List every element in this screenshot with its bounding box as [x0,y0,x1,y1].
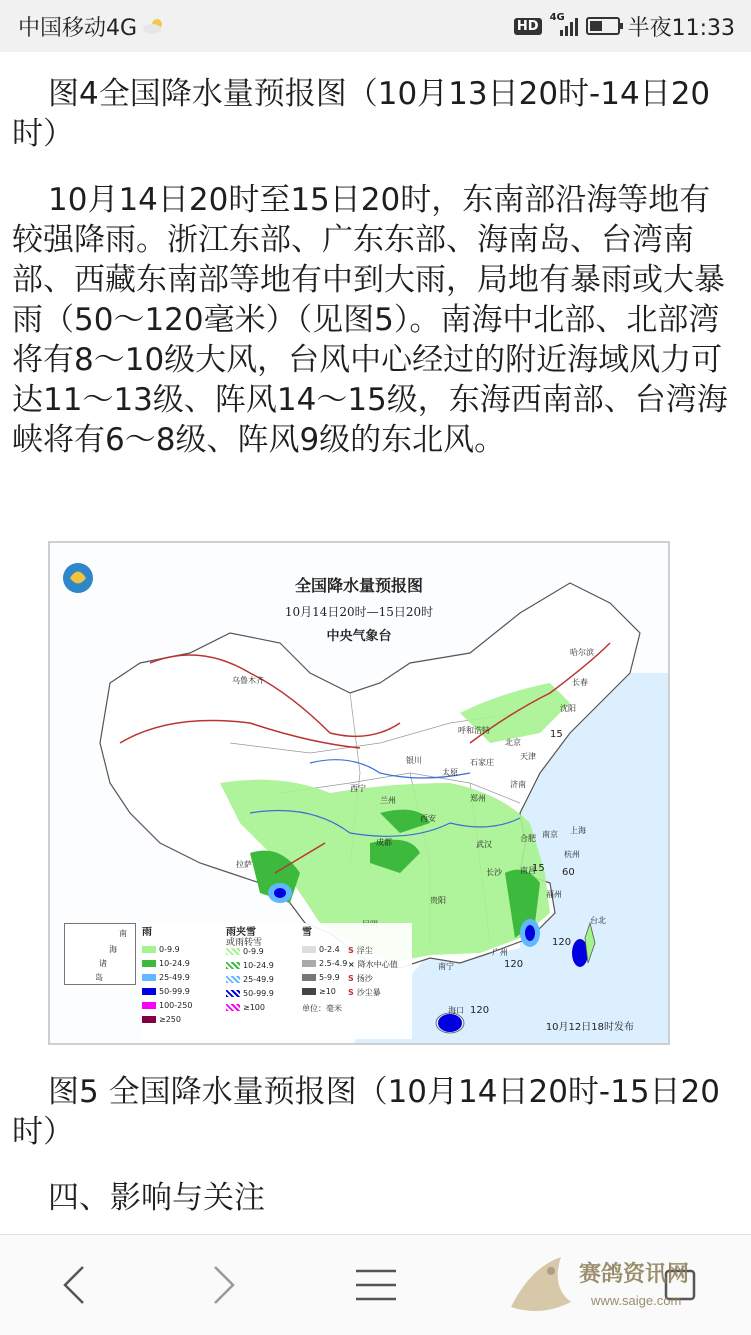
site-watermark [501,1247,721,1327]
city-label: 济南 [510,780,526,789]
carrier-name: 中国移动4G [18,15,138,41]
map-legend [142,923,412,1039]
rain-value-label: 15 [532,863,545,874]
legend-rain-header: 雨 [142,927,152,938]
city-label: 长沙 [486,868,502,877]
city-label: 沈阳 [560,704,576,713]
forward-button[interactable] [194,1257,254,1313]
hd-badge: HD [514,18,542,35]
city-label: 天津 [520,752,536,761]
city-label: 西宁 [350,784,366,793]
rain-value-label: 15 [550,729,563,740]
legend-rain-1: 10-24.9 [142,959,190,968]
network-label: 4G [549,12,565,23]
city-label: 贵阳 [430,896,446,905]
back-button[interactable] [44,1257,104,1313]
browser-bottom-bar [0,1234,751,1335]
legend-snow-header: 雪 [302,927,312,938]
legend-symbol-3: S 沙尘暴 [348,988,381,997]
legend-sleet-3: 50-99.9 [226,989,274,998]
city-label: 成都 [376,838,392,847]
status-icons [514,11,735,42]
city-label: 南宁 [438,962,454,971]
city-label: 太原 [442,768,458,777]
legend-sleet-subheader: 或雨转雪 [226,938,263,948]
legend-rain-2: 25-49.9 [142,973,190,982]
legend-rain-5: ≥250 [142,1015,181,1024]
legend-snow-1: 2.5-4.9 [302,959,347,968]
figure5-caption: 图5 全国降水量预报图（10月14日20时-15日20时） [12,1074,720,1150]
rain-value-label: 60 [562,867,575,878]
section-heading: 四、影响与关注 [48,1180,265,1216]
city-label: 南京 [542,830,558,839]
cloudy-weather-icon [141,17,167,35]
rain-value-label: 120 [504,959,524,970]
south-china-sea-inset: 南 海 诸 岛 [64,923,136,985]
legend-sleet-4: ≥100 [226,1003,265,1012]
legend-rain-4: 100-250 [142,1001,192,1010]
carrier-group [18,11,167,42]
city-label: 杭州 [564,850,580,859]
city-label: 武汉 [476,840,492,849]
forward-chevron-icon [209,1263,239,1307]
city-label: 呼和浩特 [458,726,490,735]
map-org: 中央气象台 [326,629,392,644]
precipitation-map[interactable] [48,541,670,1045]
rain-value-label: 120 [470,1005,490,1016]
legend-symbol-0: S 浮尘 [348,946,373,955]
legend-symbol-1: × 降水中心值 [348,960,398,969]
legend-rain-0: 0-9.9 [142,945,180,954]
menu-icon [354,1265,398,1305]
legend-symbol-2: S 扬沙 [348,974,373,983]
city-label: 广州 [492,948,508,957]
legend-snow-0: 0-2.4 [302,945,340,954]
map-title: 全国降水量预报图 [294,576,423,595]
clock: 半夜11:33 [627,15,735,41]
legend-unit: 单位：毫米 [302,1004,342,1013]
city-label: 乌鲁木齐 [232,676,264,685]
city-label: 银川 [406,756,422,765]
menu-button[interactable] [346,1257,406,1313]
city-label: 上海 [570,826,586,835]
map-release-time: 10月12日18时发布 [545,1022,634,1033]
city-label: 南昌 [520,866,536,875]
signal-icon [549,12,578,36]
back-chevron-icon [59,1263,89,1307]
figure4-caption: 图4全国降水量预报图（10月13日20时-14日20时） [12,76,711,152]
city-label: 石家庄 [470,758,494,767]
city-label: 合肥 [520,834,536,843]
legend-sleet-1: 10-24.9 [226,961,274,970]
city-label: 兰州 [380,796,396,805]
watermark-url: www.saige.com [591,1293,682,1308]
city-label: 郑州 [470,794,486,803]
city-label: 北京 [505,738,521,747]
legend-rain-3: 50-99.9 [142,987,190,996]
legend-sleet-header: 雨夹雪 [226,927,256,938]
legend-snow-3: ≥10 [302,987,336,996]
map-subtitle: 10月14日20时—15日20时 [284,605,434,619]
pigeon-logo-icon [501,1247,581,1327]
city-label: 台北 [590,916,606,925]
rain-value-label: 120 [552,937,572,948]
watermark-text: 赛鸽资讯网 [579,1262,690,1287]
legend-snow-2: 5-9.9 [302,973,340,982]
status-bar [0,0,751,52]
city-label: 长春 [572,678,588,687]
battery-icon [586,17,620,35]
city-label: 福州 [546,890,562,899]
city-label: 拉萨 [236,860,252,869]
legend-sleet-0: 0-9.9 [226,947,264,956]
forecast-paragraph: 10月14日20时至15日20时，东南部沿海等地有较强降雨。浙江东部、广东东部、海南岛、台湾南部、西藏东南部等地有中到大雨，局地有暴雨或大暴雨（50～120毫米）（见图5）。南海中北部、北部湾将有8～10级大风，台风中心经过的附近海域风力可达11～13级、阵风14～15级，东海西南部、台湾海峡将有6～8级、阵风9级的东北风。 [12,182,728,458]
city-label: 哈尔滨 [570,648,594,657]
legend-sleet-2: 25-49.9 [226,975,274,984]
city-label: 海口 [448,1006,464,1015]
city-label: 西安 [420,814,436,823]
